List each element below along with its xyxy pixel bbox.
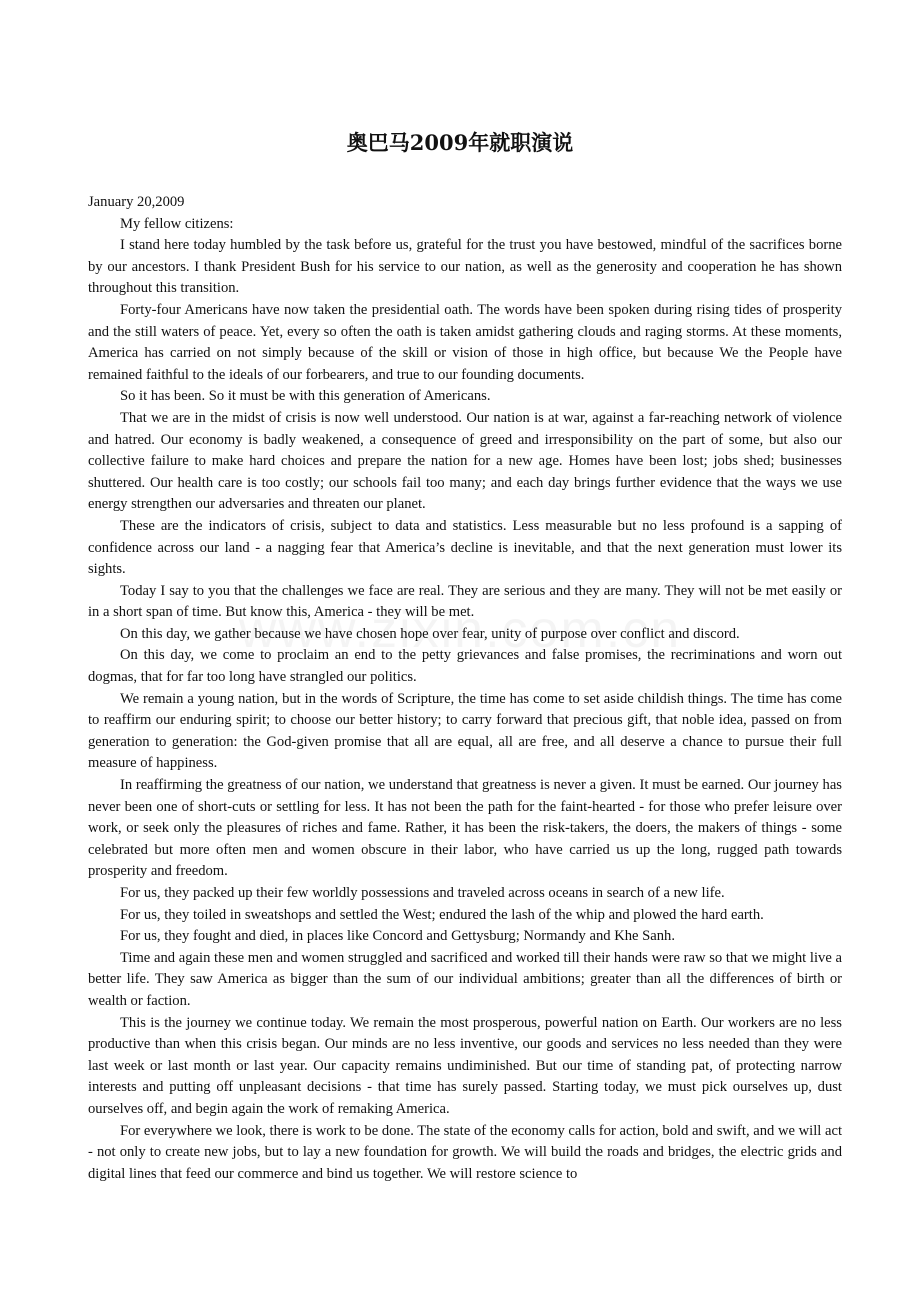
speech-date: January 20,2009 <box>88 194 185 210</box>
paragraph: I stand here today humbled by the task before us, grateful for the trust you have bestowed, mindful of the sacrifices borne by our ancestors. I thank President Bush for his service to our nation, as well as the generosity and cooperation he has shown throughout this transition. <box>88 237 842 297</box>
paragraph: On this day, we gather because we have chosen hope over fear, unity of purpose over conflict and discord. <box>120 625 740 642</box>
document-body <box>88 192 842 1185</box>
paragraph: So it has been. So it must be with this generation of Americans. <box>120 388 491 405</box>
document-title: 奥巴马2009年就职演说 <box>346 130 574 155</box>
paragraph: We remain a young nation, but in the words of Scripture, the time has come to set aside childish things. The time has come to reaffirm our enduring spirit; to choose our better history; to carry forward that precious gift, that noble idea, passed on from generation to generation: the God-given promise that all are equal, all are free, and all deserve a chance to pursue their full measure of happiness. <box>88 690 842 772</box>
paragraph: Today I say to you that the challenges we face are real. They are serious and they are many. They will not be met easily or in a short span of time. But know this, America - they will be met. <box>88 582 842 621</box>
paragraph: For us, they packed up their few worldly possessions and traveled across oceans in search of a new life. <box>120 885 725 901</box>
paragraph: That we are in the midst of crisis is now well understood. Our nation is at war, against a far-reaching network of violence and hatred. Our economy is badly weakened, a consequence of greed and irresponsibility on the part of some, but also our collective failure to make hard choices and prepare the nation for a new age. Homes have been lost; jobs shed; businesses shuttered. Our health care is too costly; our schools fail too many; and each day brings further evidence that the ways we use energy strengthen our adversaries and threaten our planet. <box>88 409 842 513</box>
paragraph: For us, they toiled in sweatshops and settled the West; endured the lash of the whip and plowed the hard earth. <box>120 906 764 923</box>
paragraph: For us, they fought and died, in places like Concord and Gettysburg; Normandy and Khe Sanh. <box>120 928 676 945</box>
salutation: My fellow citizens: <box>120 215 234 232</box>
paragraph: In reaffirming the greatness of our nation, we understand that greatness is never a given. It must be earned. Our journey has never been one of short-cuts or settling for less. It has not been the path for the faint-hearted - for those who prefer leisure over work, or seek only the pleasures of riches and fame. Rather, it has been the risk-takers, the doers, the makers of things - some celebrated but more often men and women obscure in their labor, who have carried us up the long, rugged path towards prosperity and freedom. <box>88 777 842 880</box>
paragraph: For everywhere we look, there is work to be done. The state of the economy calls for action, bold and swift, and we will act - not only to create new jobs, but to lay a new foundation for growth. We will build the roads and bridges, the electric grids and digital lines that feed our commerce and bind us together. We will restore science to <box>88 1122 842 1182</box>
paragraph: These are the indicators of crisis, subject to data and statistics. Less measurable but no less profound is a sapping of confidence across our land - a nagging fear that America’s decline is inevitable, and that the next generation must lower its sights. <box>88 517 842 578</box>
paragraph: Time and again these men and women struggled and sacrificed and worked till their hands were raw so that we might live a better life. They saw America as bigger than the sum of our individual ambitions; greater than all the differences of birth or wealth or faction. <box>88 949 842 1009</box>
paragraph: Forty-four Americans have now taken the presidential oath. The words have been spoken during rising tides of prosperity and the still waters of peace. Yet, every so often the oath is taken amidst gathering clouds and raging storms. At these moments, America has carried on not simply because of the skill or vision of those in high office, but because We the People have remained faithful to the ideals of our forbearers, and true to our founding documents. <box>88 301 842 383</box>
paragraph: This is the journey we continue today. We remain the most prosperous, powerful nation on Earth. Our workers are no less productive than when this crisis began. Our minds are no less inventive, our goods and services no less needed than they were last week or last month or last year. Our capacity remains undiminished. But our time of standing pat, of protecting narrow interests and putting off unpleasant decisions - that time has surely passed. Starting today, we must pick ourselves up, dust ourselves off, and begin again the work of remaking America. <box>88 1014 842 1117</box>
paragraph: On this day, we come to proclaim an end to the petty grievances and false promises, the recriminations and worn out dogmas, that for far too long have strangled our politics. <box>88 647 842 686</box>
